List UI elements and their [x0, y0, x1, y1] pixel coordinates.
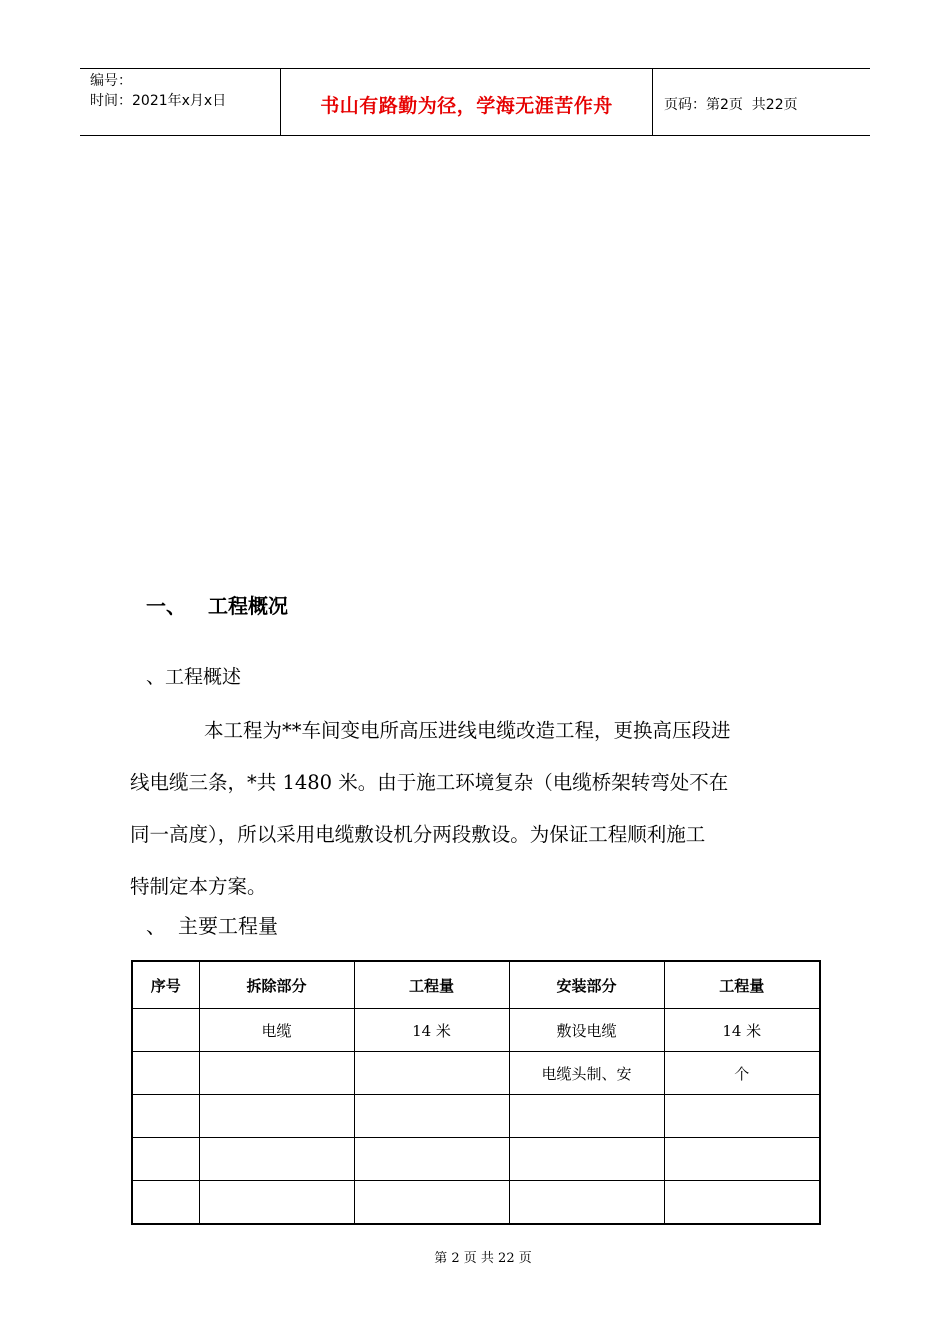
- header-motto: 书山有路勤为径，学海无涯苦作舟: [281, 69, 653, 135]
- table-cell: [199, 1181, 354, 1225]
- document-number-label: 编号：: [90, 73, 132, 89]
- header-meta: [80, 69, 281, 135]
- table-cell: [664, 1095, 820, 1138]
- table-row: [132, 1095, 820, 1138]
- column-header-removal-quantity: 工程量: [354, 961, 509, 1009]
- table-cell: [354, 1138, 509, 1181]
- overview-paragraph: [130, 705, 820, 913]
- column-header-installation-quantity: 工程量: [664, 961, 820, 1009]
- table-cell: [664, 1181, 820, 1225]
- table-cell: 敷设电缆: [509, 1009, 664, 1052]
- table-row: [132, 1052, 820, 1095]
- table-cell: [664, 1138, 820, 1181]
- table-cell: 14 米: [354, 1009, 509, 1052]
- table-cell: [199, 1138, 354, 1181]
- section-number: 一、: [146, 594, 186, 618]
- quantities-table: [131, 960, 821, 1225]
- table-cell: [199, 1052, 354, 1095]
- page-footer: 第 2 页 共 22 页: [434, 1251, 532, 1266]
- column-header-installation: 安装部分: [509, 961, 664, 1009]
- table-row: [132, 1009, 820, 1052]
- paragraph-line: 特制定本方案。: [130, 875, 267, 898]
- paragraph-line: 本工程为**车间变电所高压进线电缆改造工程，更换高压段进: [204, 719, 731, 742]
- table-cell: 个: [664, 1052, 820, 1095]
- table-cell: [509, 1138, 664, 1181]
- table-cell: 14 米: [664, 1009, 820, 1052]
- table-cell: [132, 1181, 199, 1225]
- table-cell: 电缆头制、安: [509, 1052, 664, 1095]
- section-heading: [146, 590, 288, 619]
- table-cell: [354, 1181, 509, 1225]
- table-row: [132, 1181, 820, 1225]
- subsection-heading-quantities: [146, 910, 278, 939]
- subsection-mark: 、: [146, 914, 166, 938]
- table-cell: [132, 1138, 199, 1181]
- paragraph-line: 线电缆三条，*共 1480 米。由于施工环境复杂（电缆桥架转弯处不在: [130, 771, 729, 794]
- section-title: 工程概况: [208, 594, 288, 618]
- table-cell: [509, 1181, 664, 1225]
- table-cell: [509, 1095, 664, 1138]
- table-cell: [354, 1095, 509, 1138]
- subsection-heading-overview: 、工程概述: [146, 666, 242, 688]
- column-header-index: 序号: [132, 961, 199, 1009]
- page-header: [80, 68, 870, 136]
- table-cell: [132, 1009, 199, 1052]
- table-cell: [354, 1052, 509, 1095]
- table-row: [132, 1138, 820, 1181]
- table-header-row: [132, 961, 820, 1009]
- table-cell: [132, 1095, 199, 1138]
- table-cell: 电缆: [199, 1009, 354, 1052]
- table-cell: [199, 1095, 354, 1138]
- header-page-info: 页码：第2页 共22页: [664, 97, 798, 113]
- document-time-label: 时间：2021年x月x日: [90, 93, 227, 109]
- subsection-title: 主要工程量: [178, 914, 278, 938]
- table-cell: [132, 1052, 199, 1095]
- paragraph-line: 同一高度），所以采用电缆敷设机分两段敷设。为保证工程顺利施工: [130, 823, 706, 846]
- column-header-removal: 拆除部分: [199, 961, 354, 1009]
